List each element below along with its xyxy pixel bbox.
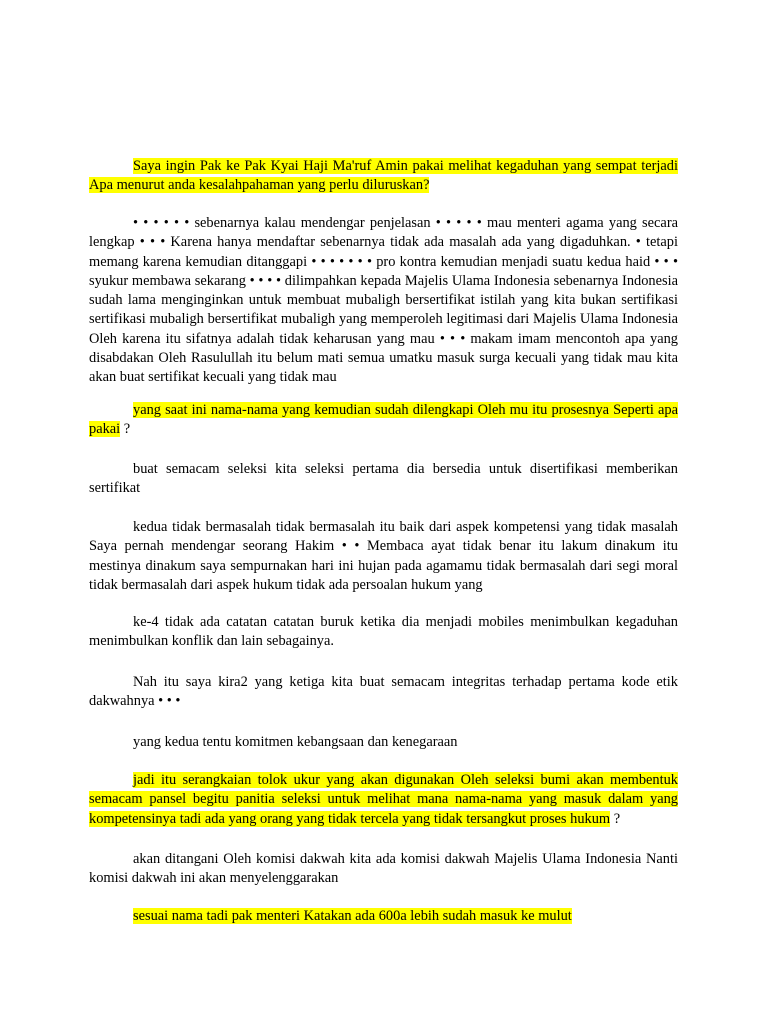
answer-paragraph-6: yang kedua tentu komitmen kebangsaan dan kenegaraan — [133, 734, 458, 750]
highlighted-question: sesuai nama tadi pak menteri Katakan ada 600a lebih sudah masuk ke mulut — [133, 908, 572, 924]
question-tail: ? — [120, 421, 131, 438]
answer-paragraph-4: ke-4 tidak ada catatan catatan buruk ketika dia menjadi mobiles menimbulkan kegaduhan menimbulkan konflik dan lain sebagainya. — [89, 614, 678, 650]
answer-paragraph-7: akan ditangani Oleh komisi dakwah kita ada komisi dakwah Majelis Ulama Indonesia Nanti komisi dakwah ini akan menyelenggarakan — [89, 851, 678, 887]
answer-paragraph-2: buat semacam seleksi kita seleksi pertama dia bersedia untuk disertifikasi memberikan sertifikat — [89, 461, 678, 497]
highlighted-question: Saya ingin Pak ke Pak Kyai Haji Ma'ruf Amin pakai melihat kegaduhan yang sempat terjadi Apa menurut anda kesalahpahaman yang perlu diluruskan? — [89, 158, 678, 194]
question-paragraph-1 — [89, 157, 678, 196]
highlighted-question: yang saat ini nama-nama yang kemudian sudah dilengkapi Oleh mu itu prosesnya Seperti apa pakai — [89, 402, 678, 438]
answer-paragraph-3: kedua tidak bermasalah tidak bermasalah itu baik dari aspek kompetensi yang tidak masalah Saya pernah mendengar seorang Hakim • • Membaca ayat tidak benar itu lakum dinakum itu mestinya dinakum saya sempurnakan hari ini hujan pada agamamu tidak bermasalah dari segi moral tidak bermasalah dari aspek hukum tidak ada persoalan hukum yang — [89, 519, 678, 593]
answer-paragraph-1: • • • • • • sebenarnya kalau mendengar penjelasan • • • • • mau menteri agama yang secara lengkap • • • Karena hanya mendaftar sebenarnya tidak ada masalah ada yang digaduhkan. • tetapi memang karena kemudian ditanggapi • • • • • • • pro kontra kemudian menjadi suatu kedua haid • • • syukur membawa sekarang • • • • dilimpahkan kepada Majelis Ulama Indonesia sebenarnya Indonesia sudah lama menginginkan untuk membuat mubaligh bersertifikat istilah yang kita bukan sertifikasi sertifikasi mubaligh bersertifikat mubaligh yang memperoleh legitimasi dari Majelis Ulama Indonesia Oleh karena itu sifatnya adalah tidak keharusan yang mau • • • makam imam mencontoh apa yang disabdakan Oleh Rasulullah itu belum mati semua umatku masuk surga kecuali yang tidak mau kita akan buat sertifikat kecuali yang tidak mau — [89, 215, 678, 386]
highlighted-question: jadi itu serangkaian tolok ukur yang akan digunakan Oleh seleksi bumi akan membentuk semacam pansel begitu panitia seleksi untuk melihat mana nama-nama yang masuk dalam yang kompetensinya tadi ada yang orang yang tidak tercela yang tidak tersangkut proses hukum — [89, 772, 678, 827]
question-paragraph-3 — [89, 771, 678, 829]
question-paragraph-4 — [89, 907, 678, 926]
question-tail: ? — [610, 810, 621, 827]
answer-paragraph-5: Nah itu saya kira2 yang ketiga kita buat semacam integritas terhadap pertama kode etik dakwahnya • • • — [89, 674, 678, 710]
question-paragraph-2 — [89, 401, 678, 440]
